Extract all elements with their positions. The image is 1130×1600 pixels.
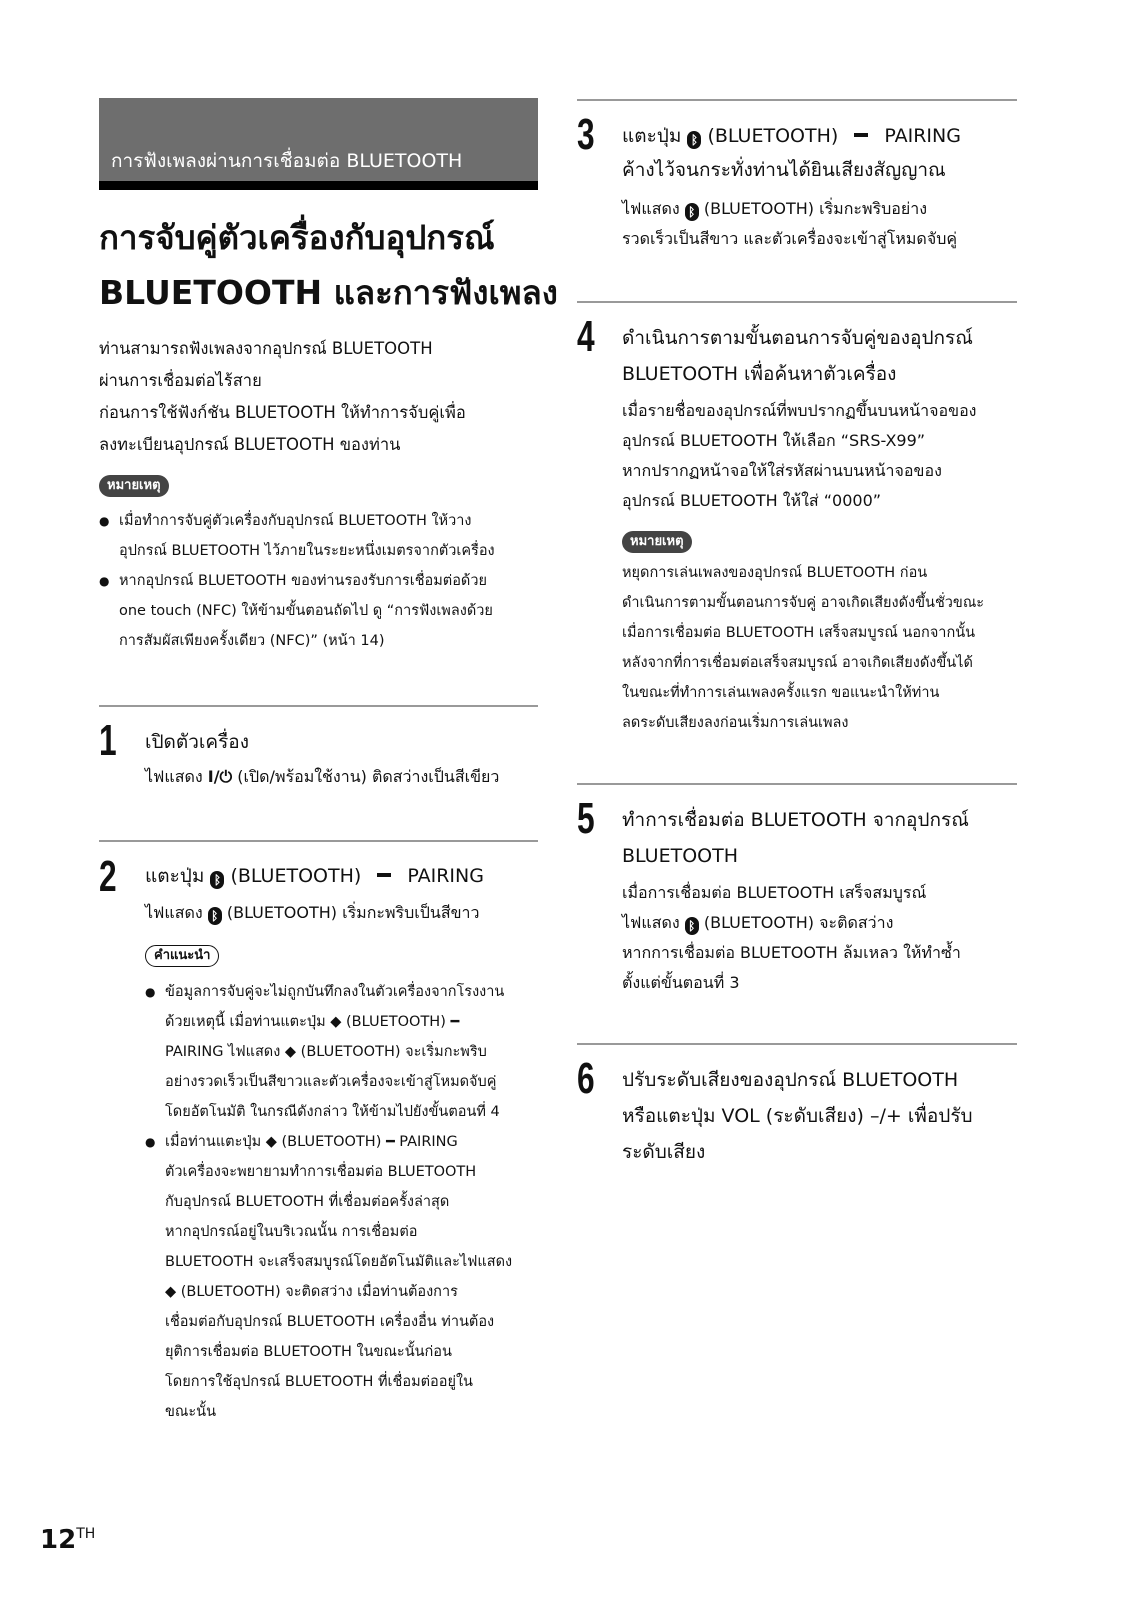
step4-title-line2: BLUETOOTH เพื่อค้นหาตัวเครื่อง: [622, 363, 897, 385]
section-header-rule: [99, 181, 538, 190]
step3-title: แตะปุ่ม ᛒ (BLUETOOTH) PAIRING: [622, 125, 961, 147]
hint-item: ● ข้อมูลการจับคู่จะไม่ถูกบันทึกลงในตัวเครื่องจากโรงงาน ด้วยเหตุนี้ เมื่อท่านแตะปุ่ม ◆ (BLUETOOTH) ━ PAIRING ไฟแสดง ◆ (BLUETOOTH) จะเริ่มกะพริบ อย่างรวดเร็วเป็นสีขาวและตัวเครื่องจะเข้าสู่โหมดจับคู่ โดยอัตโนมัติ ในกรณีดังกล่าว ให้ข้ามไปยังขั้นตอนที่ 4: [145, 977, 545, 1127]
step6-title-line2: หรือแตะปุ่ม VOL (ระดับเสียง) –/+ เพื่อปรับ: [622, 1105, 973, 1127]
hold-bar-icon: [377, 873, 391, 877]
note-label-right: [622, 530, 692, 553]
note-badge: หมายเหตุ: [99, 475, 169, 497]
step-divider: [577, 783, 1017, 785]
step4-note: หยุดการเล่นเพลงของอุปกรณ์ BLUETOOTH ก่อน ดำเนินการตามขั้นตอนการจับคู่ อาจเกิดเสียงดังขึ้นชั่วขณะ เมื่อการเชื่อมต่อ BLUETOOTH เสร็จสมบูรณ์ นอกจากนั้น หลังจากที่การเชื่อมต่อเสร็จสมบูรณ์ อาจเกิดเสียงดังขึ้นได้ ในขณะที่ทำการเล่นเพลงครั้งแรก ขอแนะนำให้ท่าน ลดระดับเสียงลงก่อนเริ่มการเล่นเพลง: [622, 565, 985, 731]
note-item: ● เมื่อทำการจับคู่ตัวเครื่องกับอุปกรณ์ BLUETOOTH ให้วาง อุปกรณ์ BLUETOOTH ไว้ภายในระยะหนึ่งเมตรจากตัวเครื่อง: [99, 506, 549, 566]
step-divider: [99, 705, 538, 707]
step1-title: เปิดตัวเครื่อง: [145, 731, 249, 753]
step-number-6: 6: [577, 1054, 595, 1103]
section-header-bar: [99, 98, 538, 190]
bluetooth-icon: ᛒ: [208, 907, 222, 925]
step5-title-line1: ทำการเชื่อมต่อ BLUETOOTH จากอุปกรณ์: [622, 809, 969, 831]
step3-body-line2: รวดเร็วเป็นสีขาว และตัวเครื่องจะเข้าสู่โหมดจับคู่: [622, 229, 958, 248]
step3-body: ไฟแสดง ᛒ (BLUETOOTH) เริ่มกะพริบอย่าง: [622, 199, 928, 219]
intro-line: ลงทะเบียนอุปกรณ์ BLUETOOTH ของท่าน: [99, 435, 401, 454]
intro-line: ก่อนการใช้ฟังก์ชัน BLUETOOTH ให้ทำการจับคู่เพื่อ: [99, 403, 466, 422]
intro-text: [99, 333, 549, 461]
note-badge: หมายเหตุ: [622, 531, 692, 553]
power-icon: I/⏻: [207, 767, 233, 786]
step-number-4: 4: [577, 312, 595, 361]
step-number-1: 1: [99, 716, 117, 765]
page-title-line2: BLUETOOTH และการฟังเพลง: [99, 273, 558, 312]
hold-bar-icon: [854, 133, 868, 137]
note-item: ● หากอุปกรณ์ BLUETOOTH ของท่านรองรับการเชื่อมต่อด้วย one touch (NFC) ให้ข้ามขั้นตอนถัดไป ดู “การฟังเพลงด้วย การสัมผัสเพียงครั้งเดียว (NFC)” (หน้า 14): [99, 566, 549, 656]
step-number-3: 3: [577, 110, 595, 159]
step-divider: [99, 840, 538, 842]
step-divider: [577, 301, 1017, 303]
hint-badge: คำแนะนำ: [145, 945, 219, 967]
bluetooth-icon: ᛒ: [210, 871, 224, 889]
step5-body: เมื่อการเชื่อมต่อ BLUETOOTH เสร็จสมบูรณ์ ไฟแสดง ᛒ (BLUETOOTH) จะติดสว่าง หากการเชื่อมต่อ BLUETOOTH ล้มเหลว ให้ทำซ้ำ ตั้งแต่ขั้นตอนที่ 3: [622, 883, 961, 992]
notes-left: [99, 506, 549, 656]
step3-title-line2: ค้างไว้จนกระทั่งท่านได้ยินเสียงสัญญาณ: [622, 159, 946, 181]
hint-label: [145, 944, 219, 967]
intro-line: ท่านสามารถฟังเพลงจากอุปกรณ์ BLUETOOTH: [99, 339, 433, 358]
step5-title-line2: BLUETOOTH: [622, 845, 738, 867]
bluetooth-icon: ᛒ: [687, 131, 701, 149]
bluetooth-icon: ᛒ: [685, 917, 699, 935]
bluetooth-icon: ᛒ: [685, 203, 699, 221]
step2-body: ไฟแสดง ᛒ (BLUETOOTH) เริ่มกะพริบเป็นสีขาว: [145, 903, 480, 923]
step6-title-line3: ระดับเสียง: [622, 1141, 706, 1163]
step-divider: [577, 1043, 1017, 1045]
step-divider: [577, 99, 1017, 101]
note-label-left: [99, 474, 169, 497]
step-number-5: 5: [577, 794, 595, 843]
step6-title-line1: ปรับระดับเสียงของอุปกรณ์ BLUETOOTH: [622, 1069, 959, 1091]
step2-hints: [145, 977, 545, 1427]
section-header-text: การฟังเพลงผ่านการเชื่อมต่อ BLUETOOTH: [111, 150, 463, 172]
step2-title: แตะปุ่ม ᛒ (BLUETOOTH) PAIRING: [145, 865, 484, 887]
hint-item: ● เมื่อท่านแตะปุ่ม ◆ (BLUETOOTH) ━ PAIRING ตัวเครื่องจะพยายามทำการเชื่อมต่อ BLUETOOTH กับอุปกรณ์ BLUETOOTH ที่เชื่อมต่อครั้งล่าสุด หากอุปกรณ์อยู่ในบริเวณนั้น การเชื่อมต่อ BLUETOOTH จะเสร็จสมบูรณ์โดยอัตโนมัติและไฟแสดง ◆ (BLUETOOTH) จะติดสว่าง เมื่อท่านต้องการ เชื่อมต่อกับอุปกรณ์ BLUETOOTH เครื่องอื่น ท่านต้อง ยุติการเชื่อมต่อ BLUETOOTH ในขณะนั้นก่อน โดยการใช้อุปกรณ์ BLUETOOTH ที่เชื่อมต่ออยู่ใน ขณะนั้น: [145, 1127, 545, 1427]
step1-body: ไฟแสดง I/⏻ (เปิด/พร้อมใช้งาน) ติดสว่างเป็นสีเขียว: [145, 762, 499, 792]
intro-line: ผ่านการเชื่อมต่อไร้สาย: [99, 371, 262, 390]
page-title-line1: การจับคู่ตัวเครื่องกับอุปกรณ์: [99, 218, 495, 257]
step4-title-line1: ดำเนินการตามขั้นตอนการจับคู่ของอุปกรณ์: [622, 327, 973, 349]
step-number-2: 2: [99, 852, 117, 901]
step4-body: เมื่อรายชื่อของอุปกรณ์ที่พบปรากฏขึ้นบนหน้าจอของ อุปกรณ์ BLUETOOTH ให้เลือก “SRS-X99” หากปรากฏหน้าจอให้ใส่รหัสผ่านบนหน้าจอของ อุปกรณ์ BLUETOOTH ให้ใส่ “0000”: [622, 401, 977, 510]
page-number: 12TH: [40, 1525, 96, 1555]
